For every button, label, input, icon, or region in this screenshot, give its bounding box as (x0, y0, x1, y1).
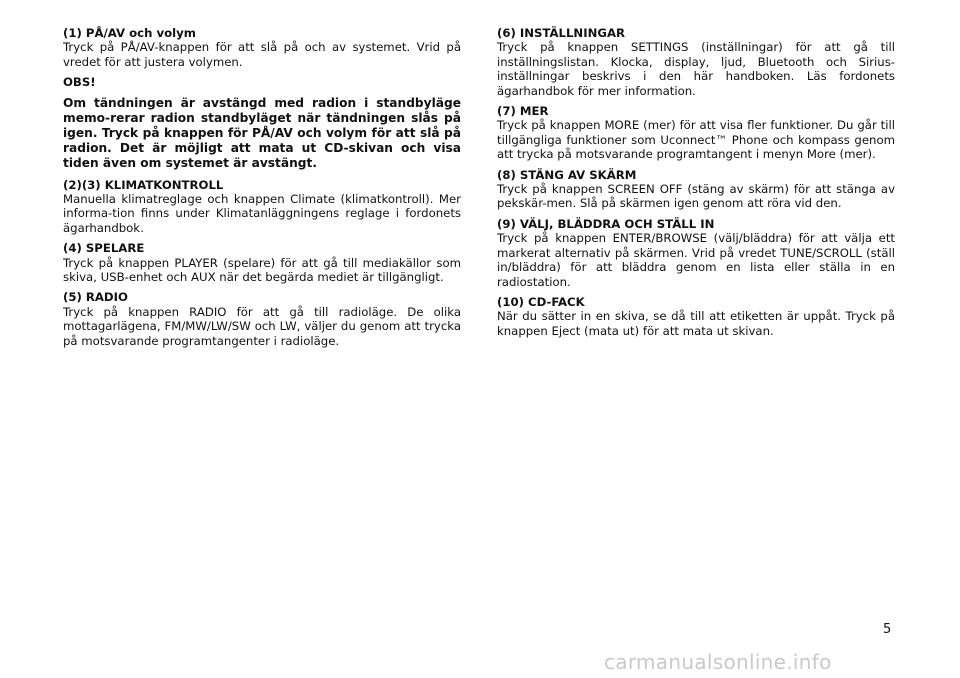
section-more (497, 104, 895, 162)
section-body: Tryck på PÅ/AV-knappen för att slå på och av systemet. Vrid på vredet för att justera volymen. (63, 40, 461, 69)
left-column (63, 26, 461, 354)
section-body: Manuella klimatreglage och knappen Climate (klimatkontroll). Mer informa-tion finns under Klimatanläggningens reglage i fordonets ägarhandbok. (63, 192, 461, 235)
section-screen-off (497, 168, 895, 211)
section-heading: (10) CD-FACK (497, 294, 585, 309)
note-body: Om tändningen är avstängd med radion i standbyläge memo-rerar radion standbyläget när tändningen slås på igen. Tryck på knappen för PÅ/AV och volym för att slå på radion. Det är möjligt att mata ut CD-skivan och visa tiden även om systemet är avstängt. (63, 95, 461, 171)
page-number: 5 (883, 622, 892, 637)
section-body: Tryck på knappen PLAYER (spelare) för att gå till mediakällor som skiva, USB-enhet och AUX när det begärda mediet är tillgängligt. (63, 255, 461, 285)
section-body: Tryck på knappen SETTINGS (inställningar) för att gå till inställningslistan. Klocka, display, ljud, Bluetooth och Sirius-inställningar beskrivs i den här handboken. Läs fordonets ägarhandbok för mer information. (497, 40, 895, 98)
section-body: Tryck på knappen ENTER/BROWSE (välj/bläddra) för att välja ett markerat alternativ på skärmen. Vrid på vredet TUNE/SCROLL (ställ in/bläddra) för att bläddra genom en lista eller ställa in en radiostation. (497, 231, 895, 289)
section-power-volume (63, 26, 461, 69)
section-body: Tryck på knappen MORE (mer) för att visa fler funktioner. Du går till tillgängliga funktioner som Uconnect™ Phone och kompass genom att trycka på motsvarande programtangent i menyn More (mer). (497, 118, 895, 162)
section-heading: (9) VÄLJ, BLÄDDRA OCH STÄLL IN (497, 216, 715, 231)
section-radio (63, 290, 461, 348)
obs-note (63, 75, 461, 171)
right-column (497, 26, 895, 344)
section-cd-slot (497, 295, 895, 338)
section-heading: (4) SPELARE (63, 241, 145, 256)
section-heading: (1) PÅ/AV och volym (63, 26, 196, 40)
section-settings (497, 26, 895, 98)
section-heading: (8) STÄNG AV SKÄRM (497, 167, 637, 182)
section-body: Tryck på knappen SCREEN OFF (stäng av skärm) för att stänga av pekskär-men. Slå på skärmen igen genom att röra vid den. (497, 182, 895, 211)
section-climate (63, 178, 461, 236)
section-body: När du sätter in en skiva, se då till att etiketten är uppåt. Tryck på knappen Eject (mata ut) för att mata ut skivan. (497, 309, 895, 338)
section-heading: (2)(3) KLIMATKONTROLL (63, 177, 224, 192)
section-heading: (5) RADIO (63, 290, 128, 305)
section-body: Tryck på knappen RADIO för att gå till radioläge. De olika mottagarlägena, FM/MW/LW/SW och LW, väljer du genom att trycka på motsvarande programtangenter i radioläge. (63, 304, 461, 348)
watermark-text: carmanualsonline.info (604, 650, 832, 674)
section-player (63, 241, 461, 284)
section-enter-browse (497, 217, 895, 289)
section-heading: (6) INSTÄLLNINGAR (497, 26, 625, 40)
note-heading: OBS! (63, 75, 96, 90)
section-heading: (7) MER (497, 104, 549, 119)
